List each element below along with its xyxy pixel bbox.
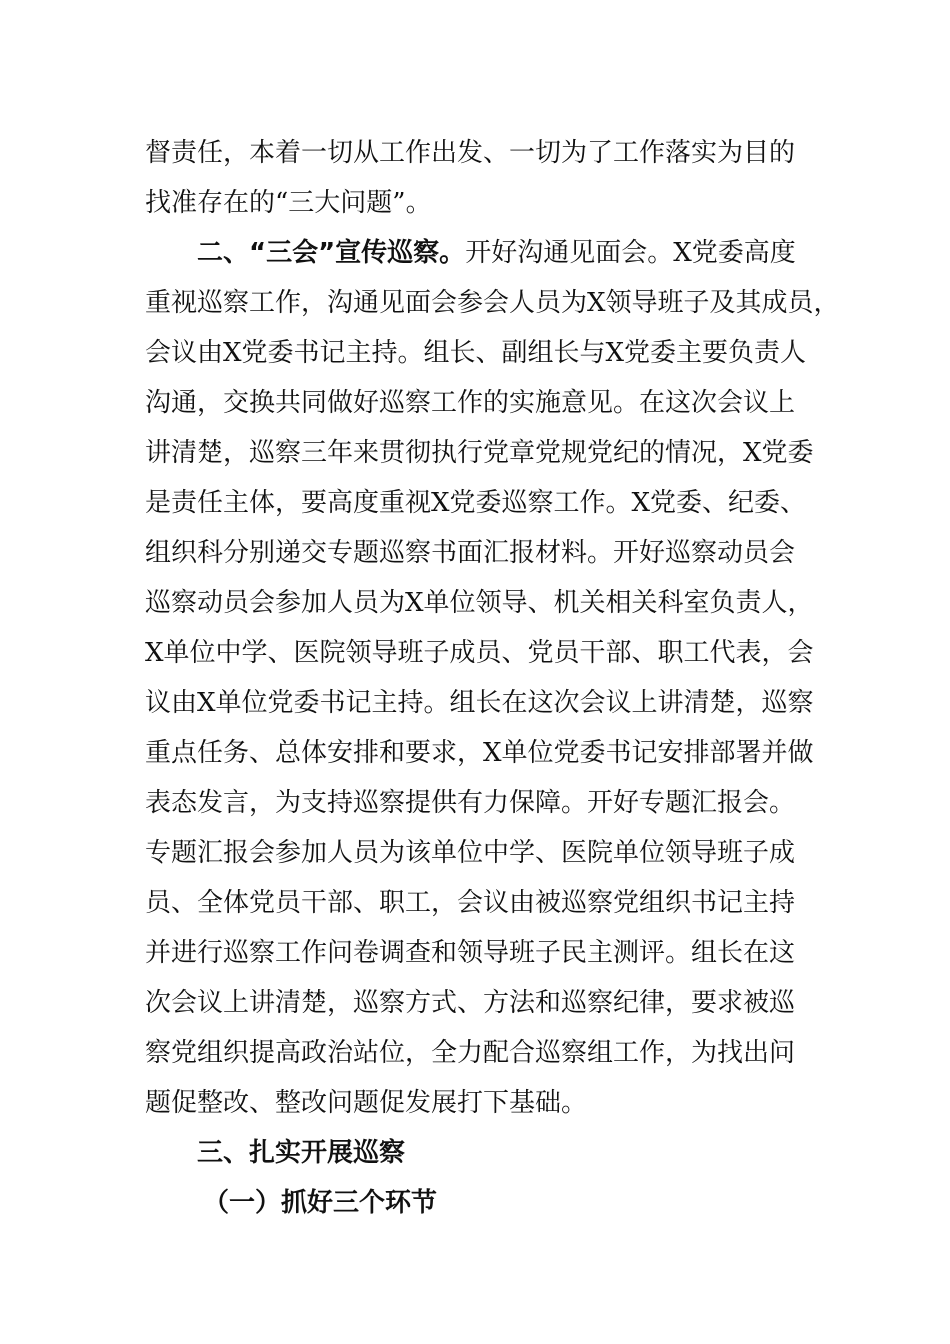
text-line: 督责任，本着一切从工作出发、一切为了工作落实为目的: [145, 138, 796, 168]
text-line: 次会议上讲清楚，巡察方式、方法和巡察纪律，要求被巡: [145, 988, 796, 1018]
text-line: 题促整改、整改问题促发展打下基础。: [145, 1088, 588, 1118]
text-line: 并进行巡察工作问卷调查和领导班子民主测评。组长在这: [145, 938, 796, 968]
subsection-1-heading: （一）抓好三个环节: [203, 1188, 438, 1218]
text-line: 员、全体党员干部、职工，会议由被巡察党组织书记主持: [145, 888, 796, 918]
text-line: 议由X单位党委书记主持。组长在这次会议上讲清楚，巡察: [145, 688, 814, 718]
section-2-text: 开好沟通见面会。X党委高度: [465, 238, 796, 268]
text-line: 沟通，交换共同做好巡察工作的实施意见。在这次会议上: [145, 388, 796, 418]
text-line: 是责任主体，要高度重视X党委巡察工作。X党委、纪委、: [145, 488, 807, 518]
text-line: 巡察动员会参加人员为X单位领导、机关相关科室负责人，: [145, 588, 814, 618]
text-line: 会议由X党委书记主持。组长、副组长与X党委主要负责人: [145, 338, 807, 368]
document-body: [145, 128, 840, 1228]
text-line: 表态发言，为支持巡察提供有力保障。开好专题汇报会。: [145, 788, 796, 818]
text-line: X单位中学、医院领导班子成员、党员干部、职工代表，会: [145, 638, 814, 668]
text-line: 察党组织提高政治站位，全力配合巡察组工作，为找出问: [145, 1038, 796, 1068]
section-2-line: [145, 228, 815, 278]
text-line: 讲清楚，巡察三年来贯彻执行党章党规党纪的情况，X党委: [145, 438, 814, 468]
text-line: 重点任务、总体安排和要求，X单位党委书记安排部署并做: [145, 738, 814, 768]
text-line: 找准存在的“三大问题”。: [145, 188, 432, 218]
text-line: 组织科分别递交专题巡察书面汇报材料。开好巡察动员会: [145, 538, 796, 568]
section-2-heading: 二、“三会”宣传巡察。: [197, 238, 466, 268]
text-line: 专题汇报会参加人员为该单位中学、医院单位领导班子成: [145, 838, 796, 868]
section-3-heading: 三、扎实开展巡察: [197, 1138, 406, 1168]
text-line: 重视巡察工作，沟通见面会参会人员为X领导班子及其成员，: [145, 288, 840, 318]
